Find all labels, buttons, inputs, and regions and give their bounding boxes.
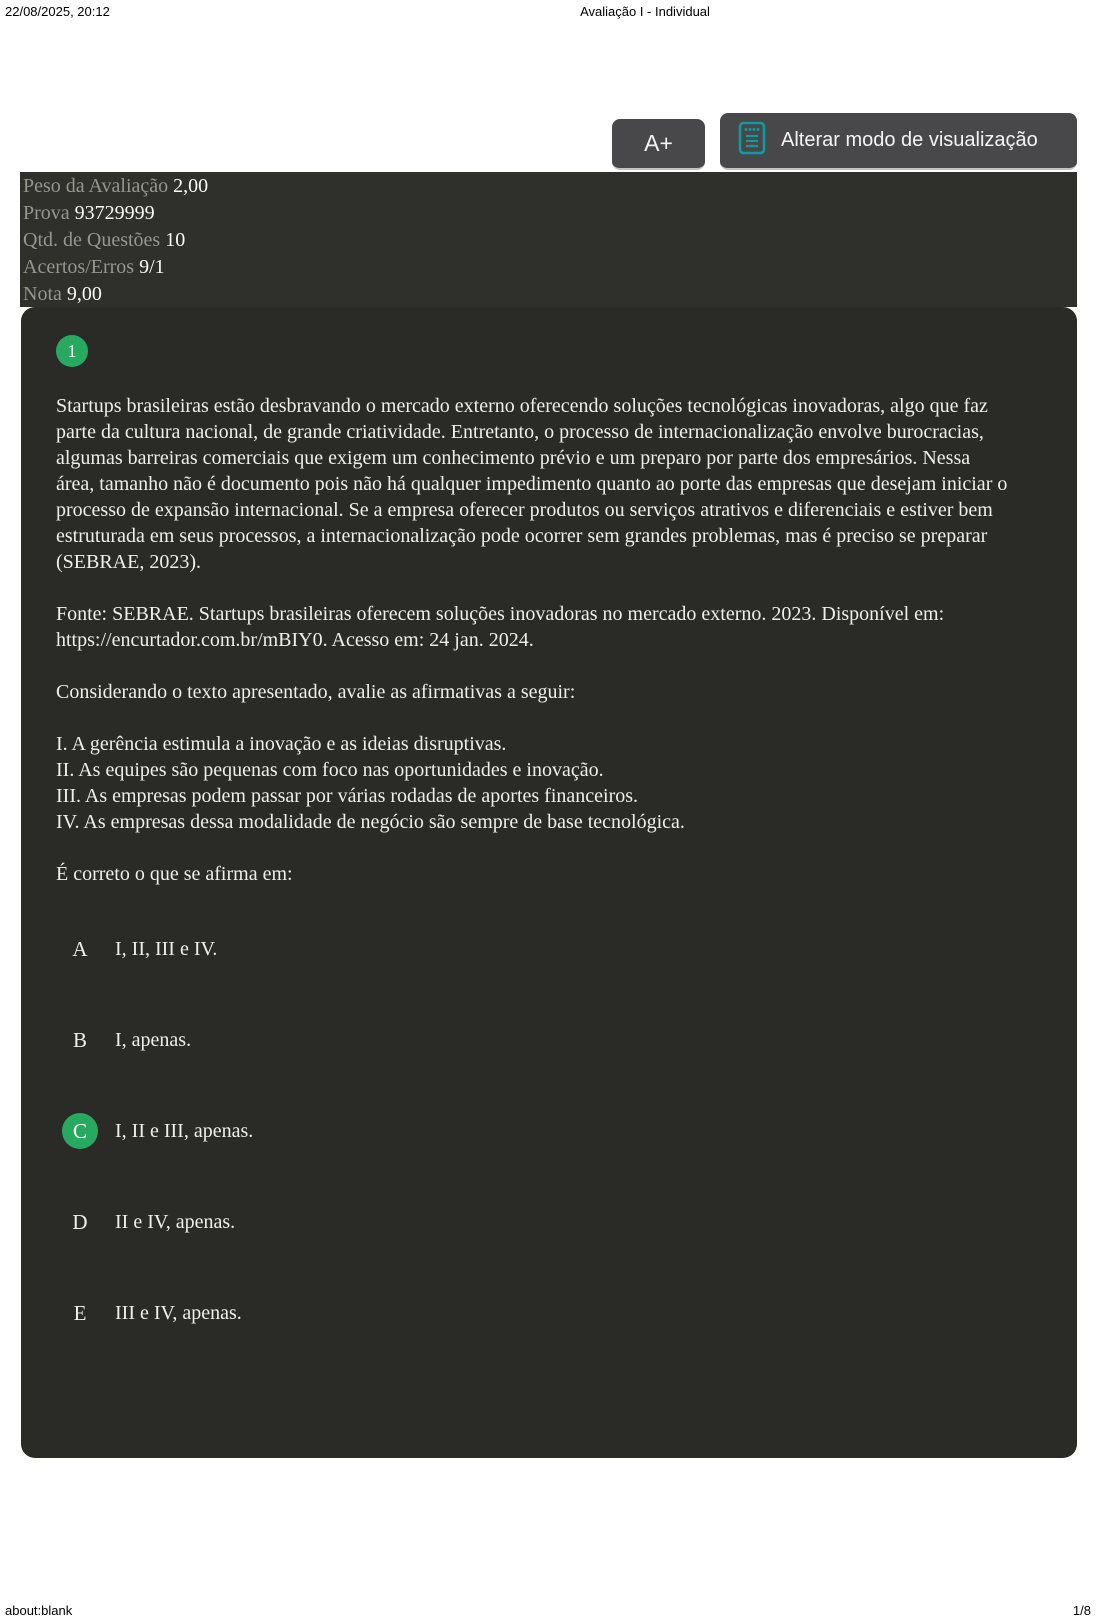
statement-item: II. As equipes são pequenas com foco nas oportunidades e inovação. (56, 759, 604, 781)
exam-info-row: Qtd. de Questões 10 (23, 229, 186, 251)
page-title: Avaliação I - Individual (580, 4, 710, 19)
exam-info-row: Prova 93729999 (23, 202, 155, 224)
option-d[interactable] (56, 1202, 1021, 1242)
option-d-text: II e IV, apenas. (115, 1211, 236, 1233)
option-a-text: I, II, III e IV. (115, 938, 218, 960)
question-paragraph-body: Startups brasileiras estão desbravando o mercado externo oferecendo soluções tecnológicas inovadoras, algo que faz parte da cultura nacional, de grande criatividade. Entretanto, o processo de internacionalização envolve burocracias, algumas barreiras comerciais que exigem um conhecimento prévio e um preparo por parte dos empresários. Nessa área, tamanho não é documento pois não há qualquer impedimento quanto ao porte das empresas que desejam iniciar o processo de expansão internacional. Se a empresa oferecer produtos ou serviços atrativos e diferenciais e estiver bem estruturada em seus processos, a internacionalização pode ocorrer sem grandes problemas, mas é preciso se preparar (SEBRAE, 2023). (56, 395, 1008, 573)
question-prompt: É correto o que se afirma em: (56, 863, 293, 885)
option-c[interactable] (56, 1111, 1021, 1151)
statement-item: IV. As empresas dessa modalidade de negócio são sempre de base tecnológica. (56, 811, 685, 833)
footer-page-number: 1/8 (1072, 1603, 1091, 1618)
exam-info-row: Nota 9,00 (23, 283, 102, 305)
option-b-letter: B (72, 1028, 87, 1052)
option-c-text: I, II e III, apenas. (115, 1120, 254, 1142)
exam-info-panel (20, 172, 1077, 307)
option-d-letter: D (72, 1210, 88, 1234)
change-view-mode-label: Alterar modo de visualização (781, 129, 1038, 151)
question-text (56, 393, 1021, 705)
option-c-letter: C (62, 1113, 98, 1149)
exam-info-row: Peso da Avaliação 2,00 (23, 175, 209, 197)
option-e[interactable] (56, 1293, 1021, 1333)
option-a-letter: A (72, 937, 88, 961)
question-paragraph-instruction: Considerando o texto apresentado, avalie as afirmativas a seguir: (56, 681, 576, 703)
option-e-letter: E (73, 1301, 87, 1325)
font-size-button[interactable]: A+ (612, 119, 705, 170)
options-list (56, 929, 1021, 1333)
option-e-text: III e IV, apenas. (115, 1302, 242, 1324)
statement-item: I. A gerência estimula a inovação e as ideias disruptivas. (56, 733, 507, 755)
statement-item: III. As empresas podem passar por várias rodadas de aportes financeiros. (56, 785, 639, 807)
document-list-icon (738, 121, 766, 161)
option-a[interactable] (56, 929, 1021, 969)
question-card (21, 307, 1077, 1458)
exam-info-row: Acertos/Erros 9/1 (23, 256, 165, 278)
change-view-mode-button[interactable] (720, 113, 1077, 170)
print-datetime: 22/08/2025, 20:12 (5, 4, 110, 19)
option-b[interactable] (56, 1020, 1021, 1060)
footer-url: about:blank (5, 1603, 73, 1618)
statements-list (56, 731, 1008, 835)
option-b-text: I, apenas. (115, 1029, 192, 1051)
question-paragraph-source: Fonte: SEBRAE. Startups brasileiras oferecem soluções inovadoras no mercado externo. 2023. Disponível em: https://encurtador.com.br/mBIY0. Acesso em: 24 jan. 2024. (56, 603, 945, 651)
question-number-badge: 1 (56, 335, 88, 367)
